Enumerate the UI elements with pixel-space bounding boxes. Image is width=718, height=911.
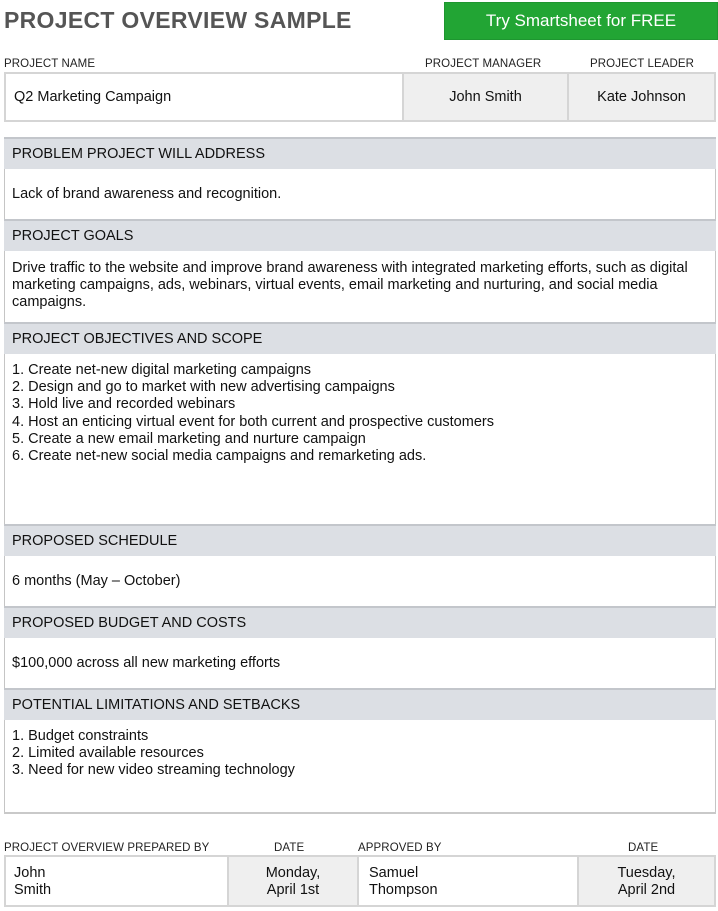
approved-date-day: Tuesday, bbox=[617, 865, 676, 881]
approved-by-first: Samuel bbox=[369, 865, 419, 881]
approved-date-date: April 2nd bbox=[617, 882, 676, 898]
page-title: PROJECT OVERVIEW SAMPLE bbox=[4, 7, 352, 33]
list-item: 1. Create net-new digital marketing campaigns bbox=[12, 362, 312, 378]
budget-text[interactable]: $100,000 across all new marketing efforts bbox=[12, 655, 281, 671]
prepared-by-first: John bbox=[14, 865, 46, 881]
approved-date-field[interactable] bbox=[577, 855, 716, 907]
list-item: 3. Hold live and recorded webinars bbox=[12, 396, 236, 413]
problem-heading: PROBLEM PROJECT WILL ADDRESS bbox=[4, 137, 716, 169]
schedule-heading: PROPOSED SCHEDULE bbox=[4, 524, 716, 556]
prepared-date-day: Monday, bbox=[265, 865, 321, 881]
list-item: 6. Create net-new social media campaigns and remarketing ads. bbox=[12, 448, 427, 465]
section-divider bbox=[4, 812, 716, 814]
project-name-field[interactable]: Q2 Marketing Campaign bbox=[4, 72, 404, 122]
date-label-2: DATE bbox=[628, 842, 659, 854]
prepared-by-label: PROJECT OVERVIEW PREPARED BY bbox=[4, 842, 210, 854]
project-manager-label: PROJECT MANAGER bbox=[425, 58, 542, 70]
approved-by-field[interactable] bbox=[357, 855, 579, 907]
list-item: 1. Budget constraints bbox=[12, 728, 149, 744]
schedule-text[interactable]: 6 months (May – October) bbox=[12, 573, 181, 589]
project-manager-field[interactable]: John Smith bbox=[402, 72, 569, 122]
list-item: 2. Design and go to market with new advertising campaigns bbox=[12, 379, 395, 396]
objectives-list[interactable] bbox=[12, 362, 712, 465]
approved-by-label: APPROVED BY bbox=[358, 842, 442, 854]
project-name-label: PROJECT NAME bbox=[4, 58, 96, 70]
approved-by-last: Thompson bbox=[369, 882, 438, 898]
goals-heading: PROJECT GOALS bbox=[4, 219, 716, 251]
objectives-heading: PROJECT OBJECTIVES AND SCOPE bbox=[4, 322, 716, 354]
list-item: 5. Create a new email marketing and nurture campaign bbox=[12, 430, 366, 447]
project-leader-label: PROJECT LEADER bbox=[590, 58, 695, 70]
prepared-date-date: April 1st bbox=[266, 882, 320, 898]
problem-text[interactable]: Lack of brand awareness and recognition. bbox=[12, 186, 282, 202]
try-smartsheet-button[interactable]: Try Smartsheet for FREE bbox=[444, 2, 718, 40]
list-item: 3. Need for new video streaming technology bbox=[12, 762, 295, 779]
limitations-list[interactable] bbox=[12, 728, 712, 780]
prepared-by-last: Smith bbox=[14, 882, 52, 898]
prepared-date-field[interactable] bbox=[227, 855, 359, 907]
limitations-heading: POTENTIAL LIMITATIONS AND SETBACKS bbox=[4, 688, 716, 720]
date-label: DATE bbox=[274, 842, 305, 854]
list-item: 4. Host an enticing virtual event for both current and prospective customers bbox=[12, 413, 494, 430]
list-item: 2. Limited available resources bbox=[12, 745, 204, 762]
budget-heading: PROPOSED BUDGET AND COSTS bbox=[4, 606, 716, 638]
project-leader-field[interactable]: Kate Johnson bbox=[567, 72, 716, 122]
prepared-by-field[interactable] bbox=[4, 855, 229, 907]
goals-text[interactable]: Drive traffic to the website and improve brand awareness with integrated marketing efforts, such as digital marketing campaigns, ads, webinars, virtual events, email marketing and nurturing, and social media campaigns. bbox=[12, 260, 688, 311]
